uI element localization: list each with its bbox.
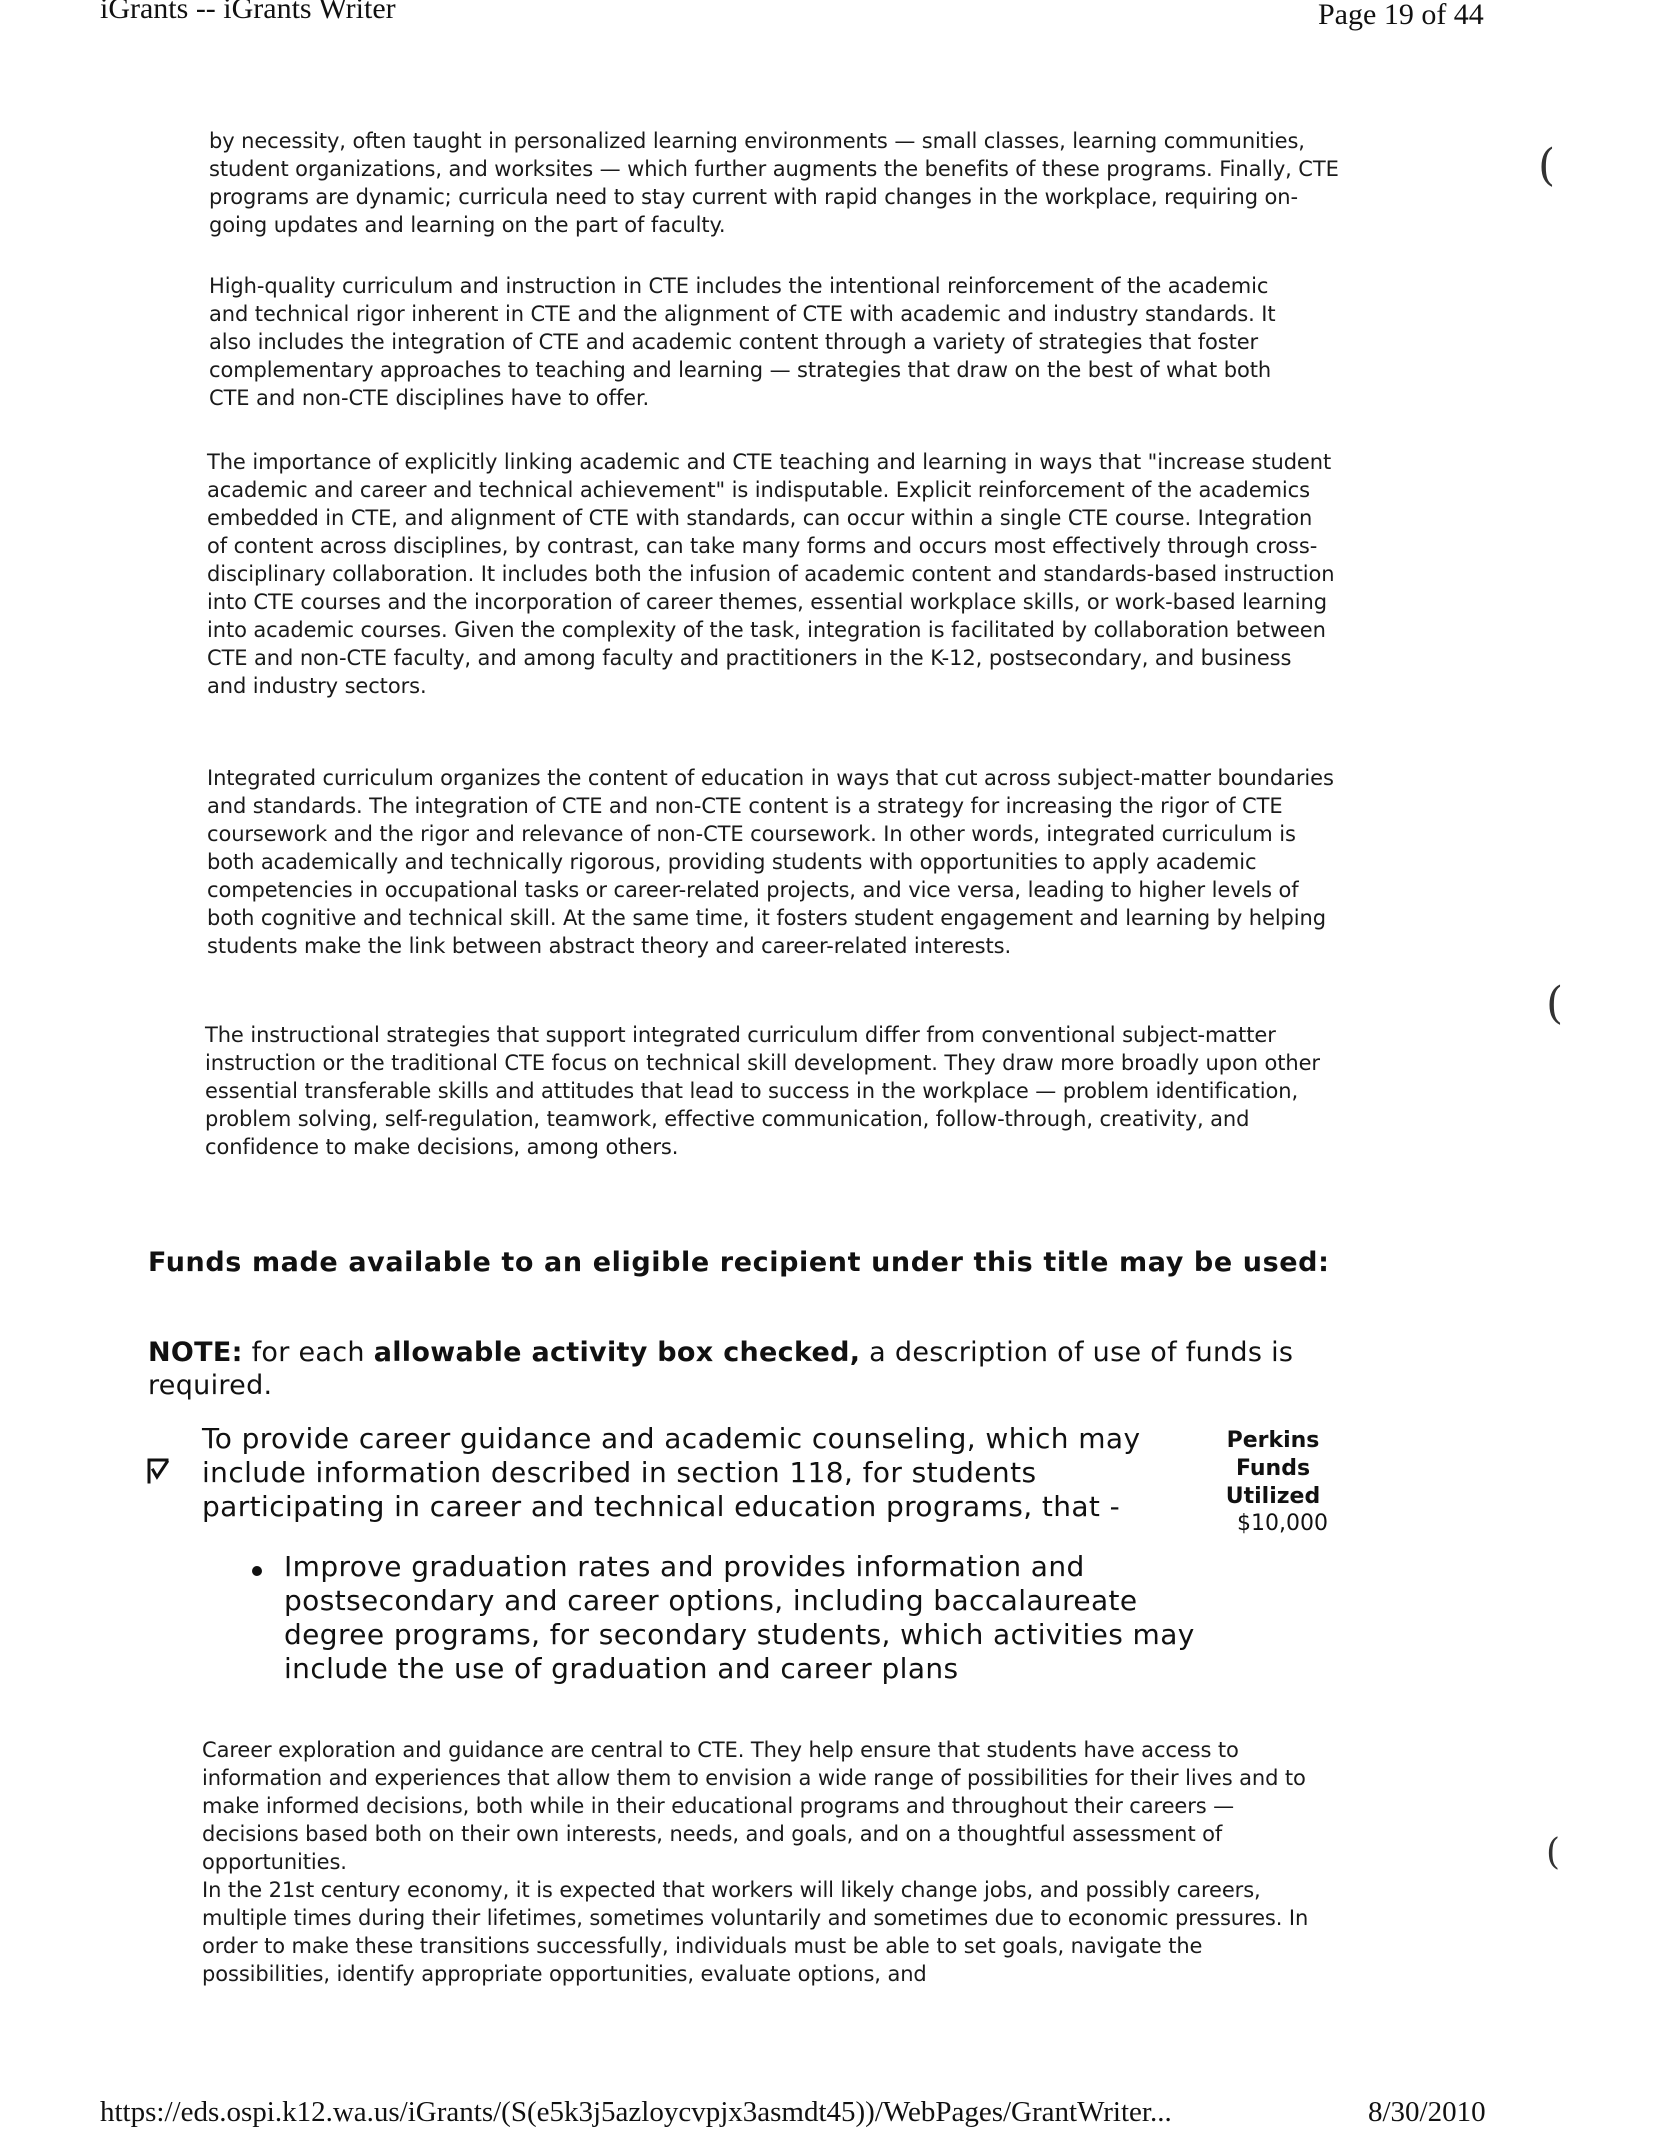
funds-note xyxy=(148,1336,1328,1402)
use-of-funds-description xyxy=(202,1736,1332,1988)
margin-paren-mark-1: ( xyxy=(1538,140,1556,191)
perkins-funds-amount: $10,000 xyxy=(1237,1511,1328,1536)
checkbox-check-icon xyxy=(149,1460,167,1482)
activity-checkbox[interactable] xyxy=(146,1458,170,1484)
body-paragraph-4: Integrated curriculum organizes the content of education in ways that cut across subject-matter boundaries and standards. The integration of CTE and non-CTE content is a strategy for increasing the rigor of CTE coursework and the rigor and relevance of non-CTE coursework. In other words, integrated curriculum is both academically and technically rigorous, providing students with opportunities to apply academic competencies in occupational tasks or career-related projects, and vice versa, leading to higher levels of both cognitive and technical skill. At the same time, it fosters student engagement and learning by helping students make the link between abstract theory and career-related interests. xyxy=(207,766,1334,958)
description-paragraph-1: Career exploration and guidance are central to CTE. They help ensure that students have access to information and experiences that allow them to envision a wide range of possibilities for their lives and to make informed decisions, both while in their educational programs and throughout their careers — decisions based both on their own interests, needs, and goals, and on a thoughtful assessment of opportunities. xyxy=(202,1738,1306,1874)
note-text-1: for each xyxy=(242,1337,374,1368)
bullet-icon xyxy=(252,1566,262,1576)
margin-paren-mark-2: ( xyxy=(1546,978,1564,1029)
footer-url: https://eds.ospi.k12.wa.us/iGrants/(S(e5k3j5azloycvpjx3asmdt45))/WebPages/GrantWriter... xyxy=(100,2096,1172,2128)
description-paragraph-2: In the 21st century economy, it is expected that workers will likely change jobs, and possibly careers, multiple times during their lifetimes, sometimes voluntarily and sometimes due to economic pressures. In order to make these transitions successfully, individuals must be able to set goals, navigate the possibilities, identify appropriate opportunities, evaluate options, and xyxy=(202,1878,1309,1986)
footer-date: 8/30/2010 xyxy=(1368,2096,1486,2128)
body-paragraph-5: The instructional strategies that support integrated curriculum differ from conventional subject-matter instruction or the traditional CTE focus on technical skill development. They draw more broadly upon other essential transferable skills and attitudes that lead to success in the workplace — problem identification, problem solving, self-regulation, teamwork, effective communication, follow-through, creativity, and confidence to make decisions, among others. xyxy=(205,1023,1320,1159)
activity-bullet-item: Improve graduation rates and provides information and postsecondary and career options, including baccalaureate degree programs, for secondary students, which activities may include the use of graduation and career plans xyxy=(284,1550,1195,1685)
body-paragraph-1: by necessity, often taught in personalized learning environments — small classes, learning communities, student organizations, and worksites — which further augments the benefits of these programs. Finally, CTE programs are dynamic; curricula need to stay current with rapid changes in the workplace, requiring on-going updates and learning on the part of faculty. xyxy=(209,129,1339,237)
page-number: Page 19 of 44 xyxy=(1318,0,1484,31)
body-paragraph-2: High-quality curriculum and instruction in CTE includes the intentional reinforcement of the academic and technical rigor inherent in CTE and the alignment of CTE with academic and industry standards. It also includes the integration of CTE and academic content through a variety of strategies that foster complementary approaches to teaching and learning — strategies that draw on the best of what both CTE and non-CTE disciplines have to offer. xyxy=(209,274,1276,410)
funds-section-heading: Funds made available to an eligible recipient under this title may be used: xyxy=(148,1247,1330,1278)
perkins-funds-label: Perkins Funds Utilized xyxy=(1225,1428,1321,1509)
margin-paren-mark-3: ( xyxy=(1546,1832,1561,1873)
note-text-2: a description of use of funds is required. xyxy=(148,1337,1294,1401)
activity-description: To provide career guidance and academic counseling, which may include information described in section 118, for students participating in career and technical education programs, that - xyxy=(202,1422,1141,1523)
body-paragraph-3: The importance of explicitly linking academic and CTE teaching and learning in ways that "increase student academic and career and technical achievement" is indisputable. Explicit reinforcement of the academics embedded in CTE, and alignment of CTE with standards, can occur within a single CTE course. Integration of content across disciplines, by contrast, can take many forms and occurs most effectively through cross-disciplinary collaboration. It includes both the infusion of academic content and standards-based instruction into CTE courses and the incorporation of career themes, essential workplace skills, or work-based learning into academic courses. Given the complexity of the task, integration is facilitated by collaboration between CTE and non-CTE faculty, and among faculty and practitioners in the K-12, postsecondary, and business and industry sectors. xyxy=(207,450,1335,698)
page-header-title: iGrants -- iGrants Writer xyxy=(100,0,396,25)
note-label: NOTE: xyxy=(148,1337,243,1368)
note-bold-text: allowable activity box checked, xyxy=(373,1337,861,1368)
